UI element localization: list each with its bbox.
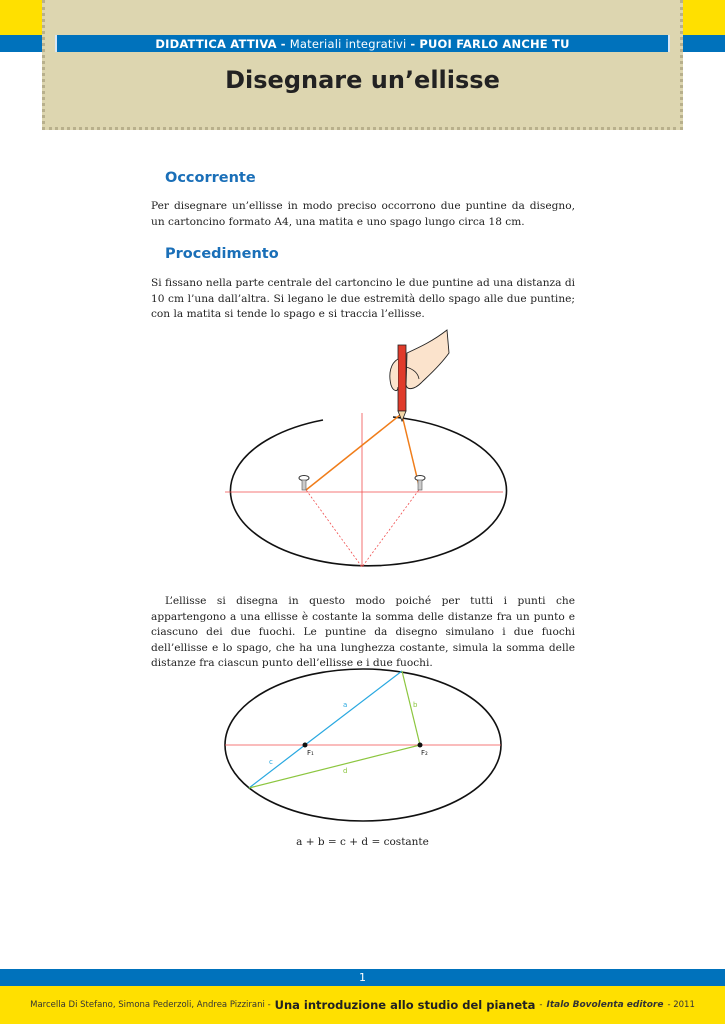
header-blue-band-left: [0, 35, 44, 52]
figure-ellipse-foci: [215, 660, 515, 830]
header-blue-band-right: [681, 35, 725, 52]
label-b: b: [413, 701, 418, 709]
footer-publisher: Italo Bovolenta editore: [546, 1000, 664, 1010]
label-d: d: [343, 767, 348, 775]
category-separator: -: [410, 36, 416, 51]
footer-page-number: 1: [0, 969, 725, 986]
paragraph-occorrente: Per disegnare un’ellisse in modo preciso occorrono due puntine da disegno, un cartoncino formato A4, una matita e uno spago lungo circa 18 cm.: [151, 200, 575, 228]
footer-book-title: Una introduzione allo studio del pianeta: [274, 998, 536, 1012]
header-category-strip: [55, 35, 670, 52]
pin-right: [415, 476, 425, 491]
footer-year: - 2011: [667, 1000, 695, 1010]
focus-f1: [303, 743, 308, 748]
figure-drawing-ellipse: [215, 325, 515, 585]
page-title: Disegnare un’ellisse: [225, 66, 500, 94]
category-subtitle: Materiali integrativi: [289, 36, 407, 51]
formula-constant-sum: a + b = c + d = costante: [296, 836, 429, 848]
pencil-icon: [398, 345, 406, 421]
label-a: a: [343, 701, 348, 709]
segment-a: [305, 671, 402, 745]
category-separator: -: [280, 36, 286, 51]
segment-d: [249, 745, 420, 788]
footer-authors: Marcella Di Stefano, Simona Pederzoli, Andrea Pizzirani -: [30, 1000, 271, 1010]
pin-left: [299, 476, 309, 491]
paragraph-procedimento: Si fissano nella parte centrale del cartoncino le due puntine ad una distanza di 10 cm l’una dall’altra. Si legano le due estremità dello spago alle due puntine; con la matita si tende lo spago e si traccia l’ellisse.: [151, 277, 575, 320]
string-dashed-left: [304, 487, 362, 567]
focus-f2: [418, 743, 423, 748]
paragraph-explanation: L’ellisse si disegna in questo modo poiché per tutti i punti che appartengono a una ellisse è costante la somma delle distanze fra un punto e ciascuno dei due fuochi. Le puntine da disegno simulano i due fuochi dell’ellisse e lo spago, che ha una lunghezza costante, simula la somma delle distanze fra ciascun punto dell’ellisse e i due fuochi.: [151, 595, 575, 669]
string-left: [306, 415, 400, 490]
footer-dash: -: [539, 1000, 543, 1010]
footer-credits: [0, 986, 725, 1024]
label-c: c: [269, 758, 273, 766]
category-label: DIDATTICA ATTIVA: [155, 36, 277, 51]
header-stamp-panel: [42, 0, 683, 130]
string-dashed-right: [362, 487, 421, 567]
label-f1: F₁: [307, 749, 314, 757]
section-heading-procedimento: Procedimento: [165, 246, 279, 262]
section-heading-occorrente: Occorrente: [165, 170, 256, 186]
label-f2: F₂: [421, 749, 428, 757]
category-series: PUOI FARLO ANCHE TU: [419, 36, 570, 51]
